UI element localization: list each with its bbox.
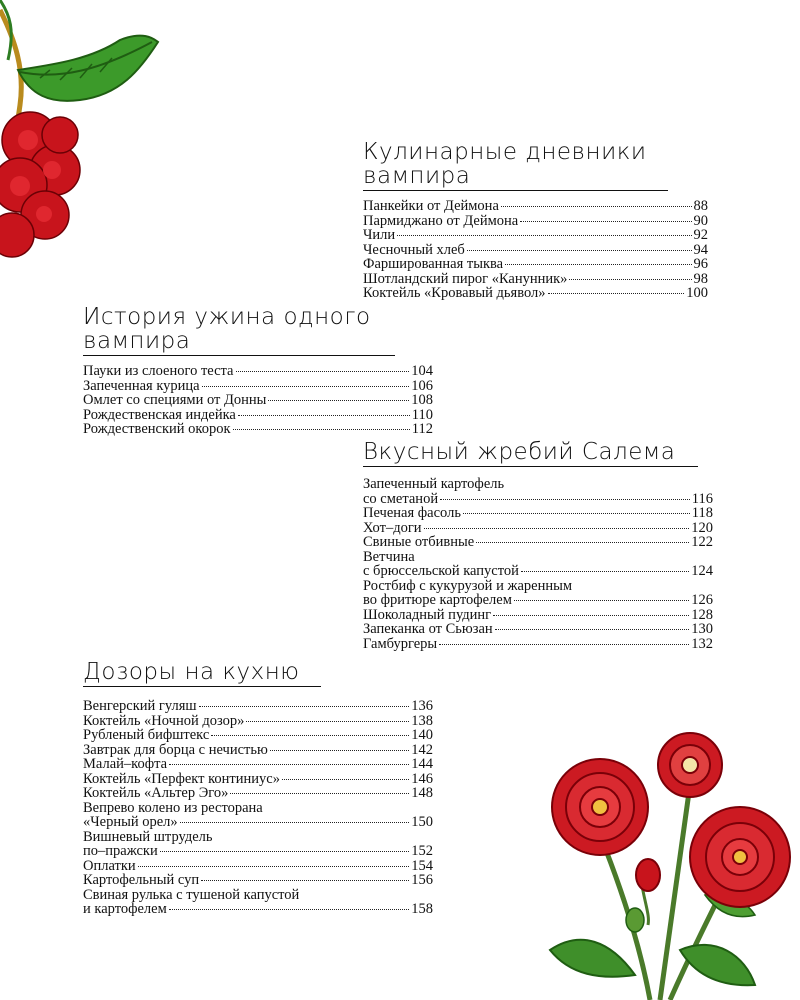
- toc-list: [363, 199, 708, 301]
- toc-entry: Шотландский пирог «Канунник» 98: [363, 270, 708, 287]
- page-number: 120: [691, 519, 713, 536]
- toc-entry: Запеканка от Сьюзан 130: [363, 621, 713, 637]
- section-heading: История ужина одного вампира: [83, 305, 395, 356]
- page-number: 140: [411, 727, 433, 743]
- toc-list: [83, 364, 433, 437]
- page-number: 110: [411, 406, 433, 423]
- page-number: 124: [691, 563, 713, 579]
- section-heading: Кулинарные дневники вампира: [363, 140, 668, 191]
- page-number: 136: [411, 698, 433, 714]
- page-number: 150: [411, 814, 433, 830]
- toc-entry: Свиные отбивные 122: [363, 534, 713, 550]
- page-number: 122: [691, 534, 713, 550]
- page-number: 148: [411, 785, 433, 801]
- section-heading: Вкусный жребий Салема: [363, 440, 698, 467]
- toc-list: [363, 477, 713, 651]
- toc-entry: Омлет со специями от Донны 108: [83, 392, 433, 408]
- page-number: 112: [411, 421, 433, 437]
- page-number: 100: [686, 285, 708, 301]
- toc-entry: Фаршированная тыква 96: [363, 256, 708, 272]
- toc-entry: Запеченная курица 106: [83, 377, 433, 394]
- toc-entry: Чесночный хлеб 94: [363, 241, 708, 258]
- page-number: 154: [411, 857, 433, 874]
- page-number: 146: [411, 770, 433, 787]
- page-number: 118: [691, 505, 713, 521]
- page-number: 106: [411, 377, 433, 394]
- toc-list: [83, 699, 433, 917]
- dahlia-illustration: [530, 725, 800, 1000]
- page-number: 128: [691, 606, 713, 623]
- page-number: 96: [693, 256, 708, 272]
- toc-entry: Венгерский гуляш 136: [83, 698, 433, 714]
- toc-entry: Коктейль «Кровавый дьявол» 100: [363, 285, 708, 301]
- toc-entry: Вепрево колено из ресторана «Черный орел» 150: [83, 799, 433, 830]
- toc-entry: Гамбургеры 132: [363, 635, 713, 652]
- toc-entry: Пауки из слоеного теста 104: [83, 363, 433, 379]
- toc-entry: Ростбиф с кукурузой и жаренным во фритюре картофелем 126: [363, 577, 713, 608]
- toc-entry: Коктейль «Ночной дозор» 138: [83, 712, 433, 729]
- toc-entry: Рубленый бифштекс 140: [83, 727, 433, 743]
- toc-section-vampire-diaries: [363, 140, 708, 301]
- page-number: 98: [693, 270, 708, 287]
- page-number: 94: [693, 241, 708, 258]
- toc-entry: Хот–доги 120: [363, 519, 713, 536]
- toc-entry: Коктейль «Альтер Эго» 148: [83, 785, 433, 801]
- toc-section-vampire-dinner: [83, 305, 433, 437]
- toc-entry: Рождественская индейка 110: [83, 406, 433, 423]
- toc-entry: Ветчина с брюссельской капустой 124: [363, 548, 713, 579]
- toc-entry: Оплатки 154: [83, 857, 433, 874]
- page-number: 152: [411, 843, 433, 859]
- page-number: 132: [691, 635, 713, 652]
- page-number: 156: [411, 872, 433, 888]
- page-number: 130: [691, 621, 713, 637]
- toc-entry: Запеченный картофель со сметаной 116: [363, 476, 713, 507]
- toc-entry: Свиная рулька с тушеной капустой и картофелем 158: [83, 886, 433, 917]
- rose-illustration: [0, 0, 160, 270]
- toc-entry: Завтрак для борца с нечистью 142: [83, 741, 433, 758]
- page-number: 92: [693, 227, 708, 243]
- toc-section-kitchen-watch: [83, 660, 433, 917]
- page-number: 116: [691, 490, 713, 507]
- toc-entry: Картофельный суп 156: [83, 872, 433, 888]
- toc-entry: Шоколадный пудинг 128: [363, 606, 713, 623]
- toc-entry: Коктейль «Перфект континиус» 146: [83, 770, 433, 787]
- page-number: 138: [411, 712, 433, 729]
- toc-entry: Печеная фасоль 118: [363, 505, 713, 521]
- toc-entry: Малай–кофта 144: [83, 756, 433, 772]
- page-number: 88: [693, 198, 708, 214]
- toc-entry: Пармиджано от Деймона 90: [363, 212, 708, 229]
- page-number: 126: [691, 592, 713, 608]
- page-number: 144: [411, 756, 433, 772]
- page-number: 104: [411, 363, 433, 379]
- toc-section-salems-lot: [363, 440, 713, 651]
- page-number: 158: [411, 901, 433, 917]
- section-heading: Дозоры на кухню: [83, 660, 321, 687]
- toc-entry: Панкейки от Деймона 88: [363, 198, 708, 214]
- toc-entry: Чили 92: [363, 227, 708, 243]
- page-number: 90: [693, 212, 708, 229]
- toc-entry: Вишневый штрудель по–пражски 152: [83, 828, 433, 859]
- page-number: 142: [411, 741, 433, 758]
- page-number: 108: [411, 392, 433, 408]
- toc-entry: Рождественский окорок 112: [83, 421, 433, 437]
